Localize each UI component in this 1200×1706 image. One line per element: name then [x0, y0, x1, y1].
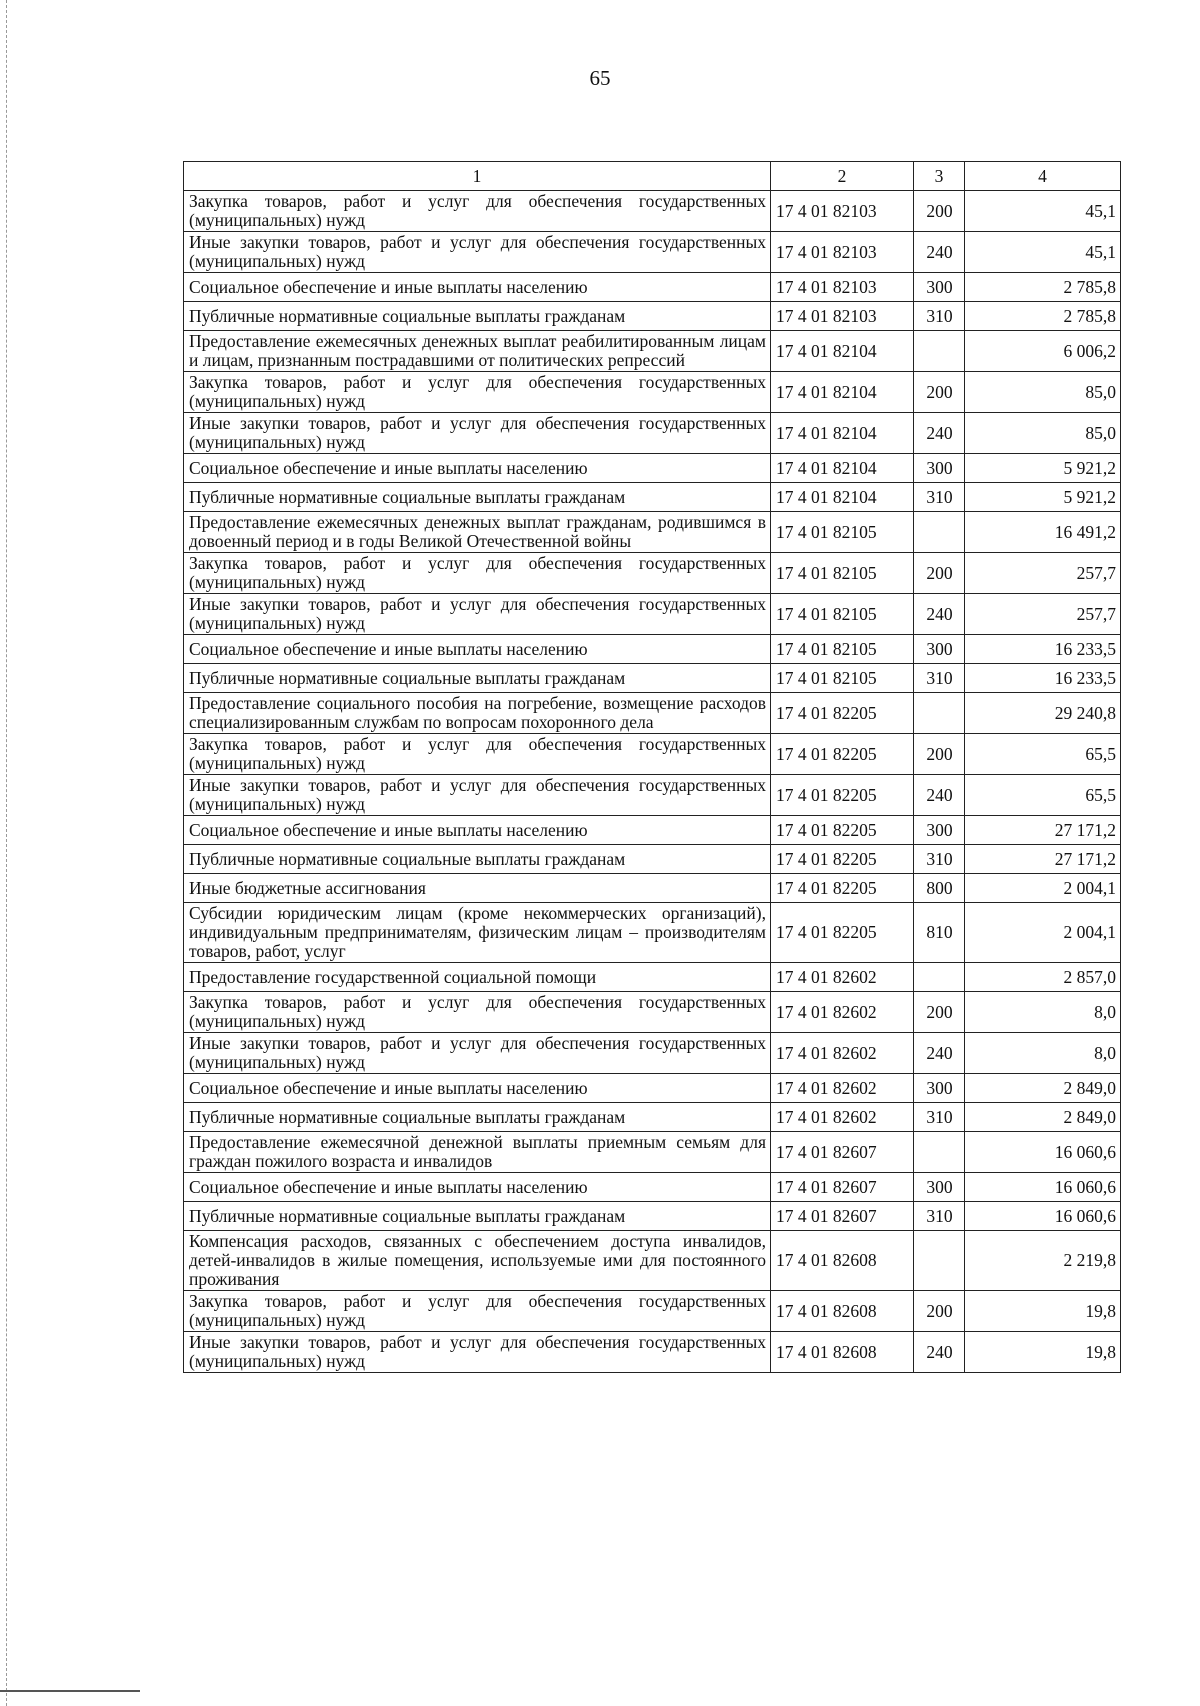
- binding-margin-line: [6, 0, 7, 1706]
- expense-name: Закупка товаров, работ и услуг для обеспечения государственных (муниципальных) нужд: [184, 191, 771, 232]
- budget-code: 17 4 01 82205: [771, 775, 914, 816]
- expense-name: Иные закупки товаров, работ и услуг для обеспечения государственных (муниципальных) нужд: [184, 413, 771, 454]
- amount-value: 85,0: [965, 413, 1121, 454]
- table-header: [184, 162, 1121, 191]
- amount-value: 16 491,2: [965, 512, 1121, 553]
- expense-type-code: [914, 1132, 965, 1173]
- table-row: [184, 664, 1121, 693]
- amount-value: 19,8: [965, 1332, 1121, 1373]
- amount-value: 2 849,0: [965, 1074, 1121, 1103]
- budget-code: 17 4 01 82103: [771, 232, 914, 273]
- amount-value: 2 785,8: [965, 302, 1121, 331]
- expense-type-code: 800: [914, 874, 965, 903]
- table-row: [184, 693, 1121, 734]
- budget-code: 17 4 01 82105: [771, 553, 914, 594]
- table-row: [184, 1202, 1121, 1231]
- table-row: [184, 372, 1121, 413]
- expense-name: Социальное обеспечение и иные выплаты населению: [184, 1173, 771, 1202]
- table-row: [184, 191, 1121, 232]
- table-row: [184, 816, 1121, 845]
- expense-name: Публичные нормативные социальные выплаты гражданам: [184, 483, 771, 512]
- column-header-3: 3: [914, 162, 965, 191]
- amount-value: 85,0: [965, 372, 1121, 413]
- expense-name: Публичные нормативные социальные выплаты гражданам: [184, 1103, 771, 1132]
- table-row: [184, 734, 1121, 775]
- amount-value: 5 921,2: [965, 454, 1121, 483]
- table-row: [184, 992, 1121, 1033]
- table-row: [184, 963, 1121, 992]
- expense-name: Социальное обеспечение и иные выплаты населению: [184, 454, 771, 483]
- expense-type-code: 200: [914, 372, 965, 413]
- budget-code: 17 4 01 82104: [771, 331, 914, 372]
- table-row: [184, 273, 1121, 302]
- budget-code: 17 4 01 82602: [771, 1033, 914, 1074]
- expense-name: Предоставление ежемесячных денежных выплат гражданам, родившимся в довоенный период и в годы Великой Отечественной войны: [184, 512, 771, 553]
- budget-code: 17 4 01 82104: [771, 372, 914, 413]
- table-row: [184, 1103, 1121, 1132]
- expense-type-code: 240: [914, 232, 965, 273]
- table-row: [184, 331, 1121, 372]
- expense-type-code: 300: [914, 273, 965, 302]
- expense-type-code: 240: [914, 1033, 965, 1074]
- expense-type-code: [914, 331, 965, 372]
- table-row: [184, 1074, 1121, 1103]
- expense-type-code: 810: [914, 903, 965, 963]
- expense-type-code: [914, 1231, 965, 1291]
- budget-code: 17 4 01 82104: [771, 454, 914, 483]
- expense-name: Публичные нормативные социальные выплаты гражданам: [184, 302, 771, 331]
- expense-type-code: 310: [914, 845, 965, 874]
- expense-type-code: 310: [914, 483, 965, 512]
- amount-value: 45,1: [965, 191, 1121, 232]
- budget-code: 17 4 01 82205: [771, 903, 914, 963]
- expense-name: Социальное обеспечение и иные выплаты населению: [184, 635, 771, 664]
- table-row: [184, 553, 1121, 594]
- budget-code: 17 4 01 82205: [771, 693, 914, 734]
- table-row: [184, 845, 1121, 874]
- amount-value: 2 785,8: [965, 273, 1121, 302]
- budget-code: 17 4 01 82607: [771, 1173, 914, 1202]
- expense-name: Предоставление государственной социальной помощи: [184, 963, 771, 992]
- column-header-4: 4: [965, 162, 1121, 191]
- table-row: [184, 1033, 1121, 1074]
- expense-type-code: [914, 512, 965, 553]
- table-row: [184, 232, 1121, 273]
- expense-name: Социальное обеспечение и иные выплаты населению: [184, 273, 771, 302]
- table-row: [184, 1291, 1121, 1332]
- table-body: [184, 191, 1121, 1373]
- amount-value: 2 219,8: [965, 1231, 1121, 1291]
- budget-code: 17 4 01 82602: [771, 992, 914, 1033]
- amount-value: 16 233,5: [965, 635, 1121, 664]
- amount-value: 27 171,2: [965, 845, 1121, 874]
- amount-value: 16 060,6: [965, 1202, 1121, 1231]
- budget-code: 17 4 01 82104: [771, 413, 914, 454]
- footer-rule: [0, 1690, 140, 1692]
- expense-name: Публичные нормативные социальные выплаты гражданам: [184, 845, 771, 874]
- amount-value: 29 240,8: [965, 693, 1121, 734]
- table-row: [184, 1332, 1121, 1373]
- column-header-2: 2: [771, 162, 914, 191]
- budget-code: 17 4 01 82103: [771, 191, 914, 232]
- expense-type-code: [914, 693, 965, 734]
- header-row: [184, 162, 1121, 191]
- budget-code: 17 4 01 82205: [771, 845, 914, 874]
- expense-type-code: 300: [914, 1173, 965, 1202]
- amount-value: 257,7: [965, 594, 1121, 635]
- expense-type-code: 200: [914, 734, 965, 775]
- expense-name: Иные закупки товаров, работ и услуг для обеспечения государственных (муниципальных) нужд: [184, 1332, 771, 1373]
- amount-value: 5 921,2: [965, 483, 1121, 512]
- expense-name: Иные закупки товаров, работ и услуг для обеспечения государственных (муниципальных) нужд: [184, 775, 771, 816]
- expense-type-code: 300: [914, 454, 965, 483]
- expense-type-code: 240: [914, 413, 965, 454]
- expense-name: Публичные нормативные социальные выплаты гражданам: [184, 1202, 771, 1231]
- budget-code: 17 4 01 82607: [771, 1132, 914, 1173]
- budget-table: [183, 161, 1121, 1373]
- expense-type-code: 300: [914, 816, 965, 845]
- amount-value: 6 006,2: [965, 331, 1121, 372]
- expense-type-code: 300: [914, 1074, 965, 1103]
- budget-code: 17 4 01 82607: [771, 1202, 914, 1231]
- budget-code: 17 4 01 82602: [771, 1074, 914, 1103]
- budget-code: 17 4 01 82602: [771, 1103, 914, 1132]
- budget-code: 17 4 01 82104: [771, 483, 914, 512]
- budget-code: 17 4 01 82205: [771, 734, 914, 775]
- budget-code: 17 4 01 82105: [771, 512, 914, 553]
- expense-name: Закупка товаров, работ и услуг для обеспечения государственных (муниципальных) нужд: [184, 992, 771, 1033]
- table-row: [184, 874, 1121, 903]
- budget-code: 17 4 01 82103: [771, 302, 914, 331]
- budget-code: 17 4 01 82608: [771, 1332, 914, 1373]
- table-row: [184, 1173, 1121, 1202]
- budget-code: 17 4 01 82608: [771, 1291, 914, 1332]
- expense-name: Иные бюджетные ассигнования: [184, 874, 771, 903]
- budget-code: 17 4 01 82103: [771, 273, 914, 302]
- table-row: [184, 1132, 1121, 1173]
- expense-type-code: [914, 963, 965, 992]
- budget-code: 17 4 01 82205: [771, 816, 914, 845]
- table-row: [184, 903, 1121, 963]
- expense-name: Социальное обеспечение и иные выплаты населению: [184, 1074, 771, 1103]
- table-row: [184, 1231, 1121, 1291]
- column-header-1: 1: [184, 162, 771, 191]
- expense-type-code: 200: [914, 992, 965, 1033]
- table-row: [184, 483, 1121, 512]
- expense-type-code: 200: [914, 1291, 965, 1332]
- expense-type-code: 240: [914, 594, 965, 635]
- amount-value: 2 004,1: [965, 903, 1121, 963]
- expense-name: Компенсация расходов, связанных с обеспечением доступа инвалидов, детей-инвалидов в жилые помещения, используемые ими для постоянного проживания: [184, 1231, 771, 1291]
- expense-name: Социальное обеспечение и иные выплаты населению: [184, 816, 771, 845]
- budget-code: 17 4 01 82608: [771, 1231, 914, 1291]
- expense-type-code: 310: [914, 1103, 965, 1132]
- expense-type-code: 200: [914, 553, 965, 594]
- budget-code: 17 4 01 82105: [771, 635, 914, 664]
- expense-name: Публичные нормативные социальные выплаты гражданам: [184, 664, 771, 693]
- amount-value: 8,0: [965, 1033, 1121, 1074]
- page-number: 65: [589, 66, 611, 90]
- expense-name: Иные закупки товаров, работ и услуг для обеспечения государственных (муниципальных) нужд: [184, 594, 771, 635]
- expense-name: Закупка товаров, работ и услуг для обеспечения государственных (муниципальных) нужд: [184, 1291, 771, 1332]
- expense-type-code: 310: [914, 1202, 965, 1231]
- expense-type-code: 310: [914, 302, 965, 331]
- amount-value: 19,8: [965, 1291, 1121, 1332]
- expense-name: Закупка товаров, работ и услуг для обеспечения государственных (муниципальных) нужд: [184, 372, 771, 413]
- expense-name: Иные закупки товаров, работ и услуг для обеспечения государственных (муниципальных) нужд: [184, 232, 771, 273]
- expense-type-code: 300: [914, 635, 965, 664]
- amount-value: 2 849,0: [965, 1103, 1121, 1132]
- budget-code: 17 4 01 82105: [771, 664, 914, 693]
- expense-name: Субсидии юридическим лицам (кроме некоммерческих организаций), индивидуальным предпринимателям, физическим лицам – производителям товаров, работ, услуг: [184, 903, 771, 963]
- expense-name: Предоставление ежемесячных денежных выплат реабилитированным лицам и лицам, признанным пострадавшими от политических репрессий: [184, 331, 771, 372]
- amount-value: 2 857,0: [965, 963, 1121, 992]
- amount-value: 257,7: [965, 553, 1121, 594]
- table-row: [184, 635, 1121, 664]
- amount-value: 27 171,2: [965, 816, 1121, 845]
- expense-type-code: 240: [914, 775, 965, 816]
- table-row: [184, 413, 1121, 454]
- amount-value: 65,5: [965, 775, 1121, 816]
- amount-value: 65,5: [965, 734, 1121, 775]
- budget-code: 17 4 01 82105: [771, 594, 914, 635]
- expense-name: Закупка товаров, работ и услуг для обеспечения государственных (муниципальных) нужд: [184, 553, 771, 594]
- expense-type-code: 310: [914, 664, 965, 693]
- amount-value: 45,1: [965, 232, 1121, 273]
- table-row: [184, 512, 1121, 553]
- expense-type-code: 240: [914, 1332, 965, 1373]
- expense-name: Закупка товаров, работ и услуг для обеспечения государственных (муниципальных) нужд: [184, 734, 771, 775]
- budget-code: 17 4 01 82205: [771, 874, 914, 903]
- amount-value: 2 004,1: [965, 874, 1121, 903]
- amount-value: 16 233,5: [965, 664, 1121, 693]
- expense-name: Иные закупки товаров, работ и услуг для обеспечения государственных (муниципальных) нужд: [184, 1033, 771, 1074]
- table-row: [184, 302, 1121, 331]
- table-row: [184, 775, 1121, 816]
- table-row: [184, 594, 1121, 635]
- budget-code: 17 4 01 82602: [771, 963, 914, 992]
- expense-name: Предоставление ежемесячной денежной выплаты приемным семьям для граждан пожилого возраста и инвалидов: [184, 1132, 771, 1173]
- amount-value: 16 060,6: [965, 1132, 1121, 1173]
- table-row: [184, 454, 1121, 483]
- expense-type-code: 200: [914, 191, 965, 232]
- amount-value: 16 060,6: [965, 1173, 1121, 1202]
- amount-value: 8,0: [965, 992, 1121, 1033]
- expense-name: Предоставление социального пособия на погребение, возмещение расходов специализированным службам по вопросам похоронного дела: [184, 693, 771, 734]
